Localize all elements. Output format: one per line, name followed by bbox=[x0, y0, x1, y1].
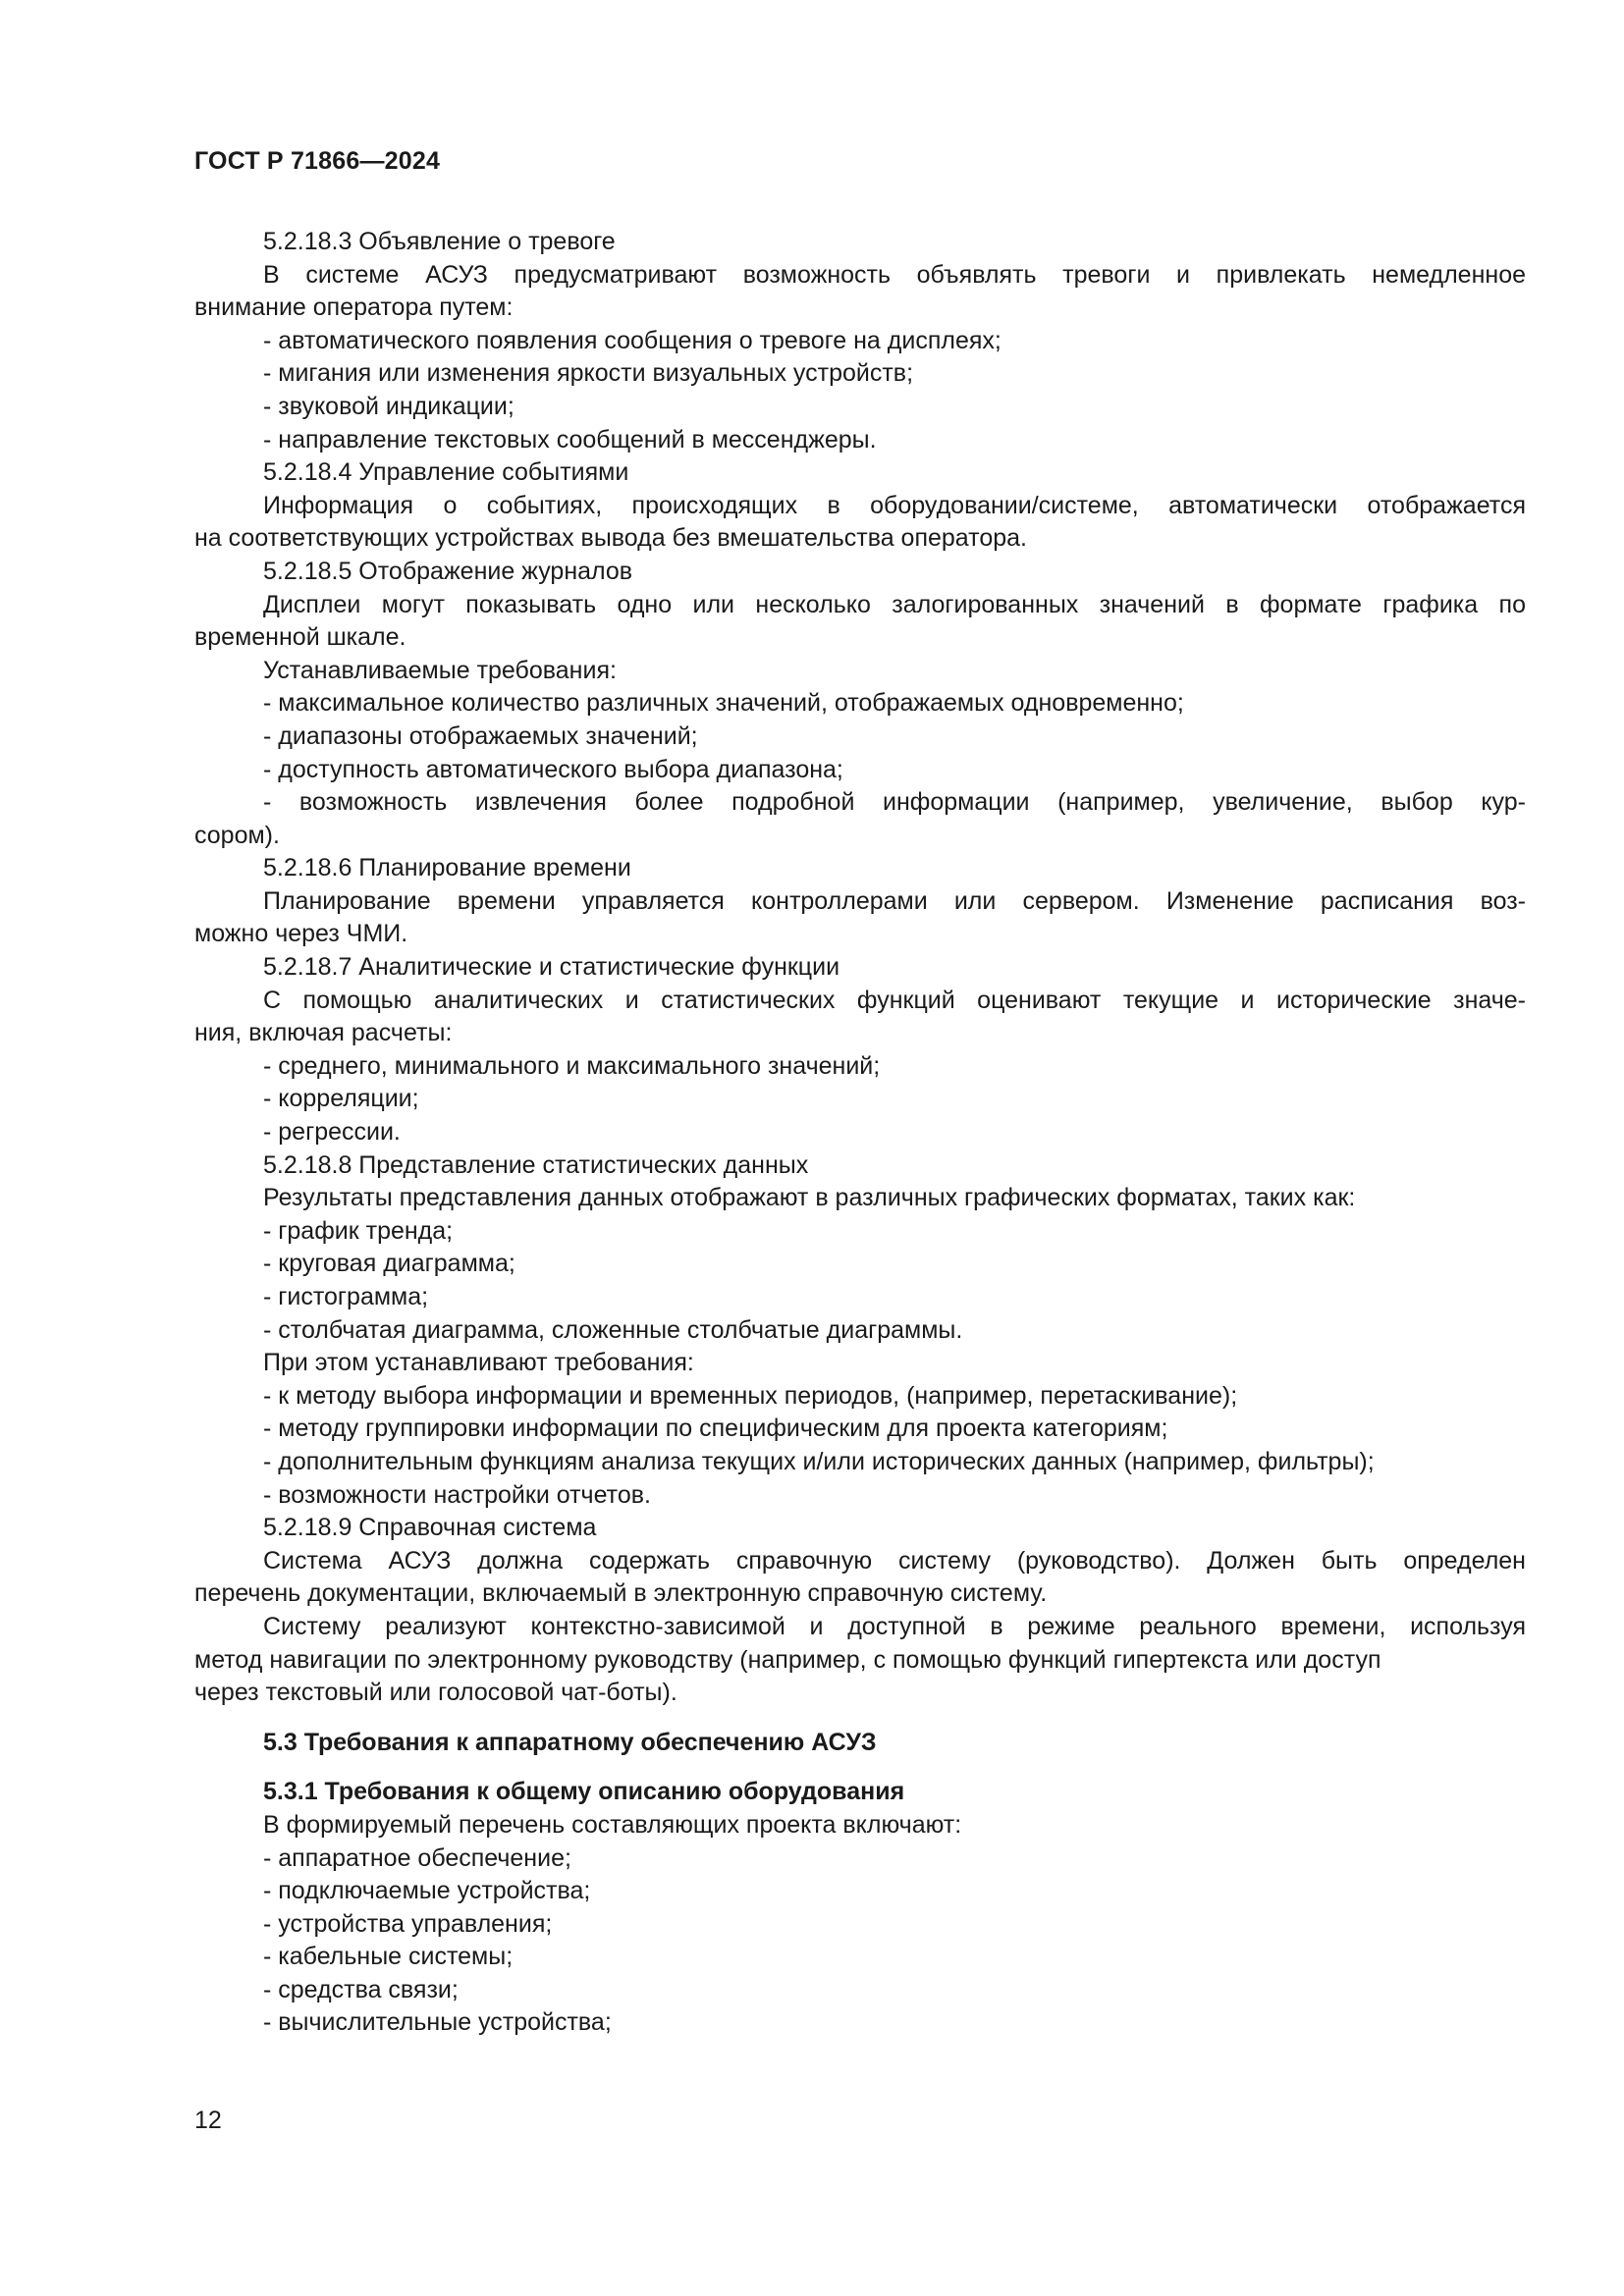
text-line: - максимальное количество различных значений, отображаемых одновременно; bbox=[263, 689, 1184, 718]
text-line: В формируемый перечень составляющих проекта включают: bbox=[263, 1810, 962, 1839]
text-line: - возможности настройки отчетов. bbox=[263, 1480, 651, 1509]
text-line: на соответствующих устройствах вывода без вмешательства оператора. bbox=[194, 524, 1027, 553]
text-line: Устанавливаемые требования: bbox=[263, 656, 617, 684]
text-line: Результаты представления данных отображают в различных графических форматах, таких как: bbox=[263, 1184, 1356, 1212]
text-line: 5.2.18.8 Представление статистических данных bbox=[263, 1150, 809, 1179]
text-line: сором). bbox=[194, 821, 280, 849]
text-line: - методу группировки информации по специфическим для проекта категориям; bbox=[263, 1415, 1168, 1443]
text-line: - среднего, минимального и максимального значений; bbox=[263, 1051, 881, 1080]
text-line: - средства связи; bbox=[263, 1975, 459, 2003]
text-line: Систему реализуют контекстно-зависимой и доступной в режиме реального времени, используя bbox=[263, 1612, 1526, 1640]
text-line: 5.2.18.3 Объявление о тревоге bbox=[263, 228, 616, 255]
text-line: - автоматического появления сообщения о тревоге на дисплеях; bbox=[263, 326, 1001, 354]
text-line: 5.2.18.5 Отображение журналов bbox=[263, 557, 633, 585]
text-line: - аппаратное обеспечение; bbox=[263, 1843, 571, 1872]
text-line: - направление текстовых сообщений в мессенджеры. bbox=[263, 425, 877, 454]
text-line: С помощью аналитических и статистических функций оценивают текущие и исторические значе- bbox=[263, 986, 1526, 1014]
text-line: Дисплеи могут показывать одно или несколько залогированных значений в формате графика по bbox=[263, 590, 1526, 618]
text-line: - круговая диаграмма; bbox=[263, 1250, 515, 1278]
paragraph-gap bbox=[194, 1759, 1526, 1776]
text-line: - регрессии. bbox=[263, 1118, 401, 1147]
text-line: 5.2.18.7 Аналитические и статистические функции bbox=[263, 953, 840, 982]
text-line: Информация о событиях, происходящих в оборудовании/системе, автоматически отображается bbox=[263, 491, 1526, 519]
section-heading: 5.3 Требования к аппаратному обеспечению АСУЗ bbox=[263, 1728, 877, 1756]
text-line: - гистограмма; bbox=[263, 1283, 429, 1310]
text-line: - кабельные системы; bbox=[263, 1943, 514, 1971]
text-line: метод навигации по электронному руководству (например, с помощью функций гипертекста или доступ bbox=[194, 1645, 1381, 1674]
text-line: При этом устанавливают требования: bbox=[263, 1349, 694, 1377]
text-line: - вычислительные устройства; bbox=[263, 2008, 612, 2037]
text-line: - звуковой индикации; bbox=[263, 392, 514, 420]
text-line: можно через ЧМИ. bbox=[194, 920, 408, 948]
text-line: - график тренда; bbox=[263, 1216, 454, 1245]
text-line: В системе АСУЗ предусматривают возможность объявлять тревоги и привлекать немедленное bbox=[263, 260, 1526, 289]
document-header: ГОСТ Р 71866—2024 bbox=[194, 147, 441, 175]
text-line: - корреляции; bbox=[263, 1085, 419, 1113]
text-line: временной шкале. bbox=[194, 623, 406, 652]
text-line: - доступность автоматического выбора диапазона; bbox=[263, 755, 843, 783]
text-line: перечень документации, включаемый в электронную справочную систему. bbox=[194, 1579, 1048, 1608]
text-line: через текстовый или голосовой чат-боты). bbox=[194, 1679, 677, 1707]
text-line: - столбчатая диаграмма, сложенные столбчатые диаграммы. bbox=[263, 1315, 963, 1344]
text-line: Система АСУЗ должна содержать справочную систему (руководство). Должен быть определен bbox=[263, 1546, 1526, 1575]
text-line: внимание оператора путем: bbox=[194, 294, 514, 322]
text-line: - мигания или изменения яркости визуальных устройств; bbox=[263, 359, 914, 388]
text-line: - возможность извлечения более подробной информации (например, увеличение, выбор кур- bbox=[263, 788, 1526, 817]
text-line: - устройства управления; bbox=[263, 1909, 553, 1938]
text-line: - к методу выбора информации и временных периодов, (например, перетаскивание); bbox=[263, 1381, 1238, 1410]
text-line: - дополнительным функциям анализа текущих и/или исторических данных (например, фильтры); bbox=[263, 1447, 1375, 1475]
text-line: 5.2.18.6 Планирование времени bbox=[263, 854, 631, 882]
text-line: Планирование времени управляется контроллерами или сервером. Изменение расписания воз- bbox=[263, 886, 1526, 915]
text-line: 5.2.18.4 Управление событиями bbox=[263, 458, 629, 487]
text-line: - диапазоны отображаемых значений; bbox=[263, 721, 698, 750]
text-line: 5.2.18.9 Справочная система bbox=[263, 1514, 597, 1542]
paragraph-gap bbox=[194, 1710, 1526, 1727]
page-number: 12 bbox=[194, 2107, 222, 2134]
text-line: - подключаемые устройства; bbox=[263, 1877, 591, 1905]
text-line: ния, включая расчеты: bbox=[194, 1019, 453, 1047]
document-body bbox=[194, 226, 1526, 2040]
section-heading: 5.3.1 Требования к общему описанию оборудования bbox=[263, 1778, 905, 1806]
